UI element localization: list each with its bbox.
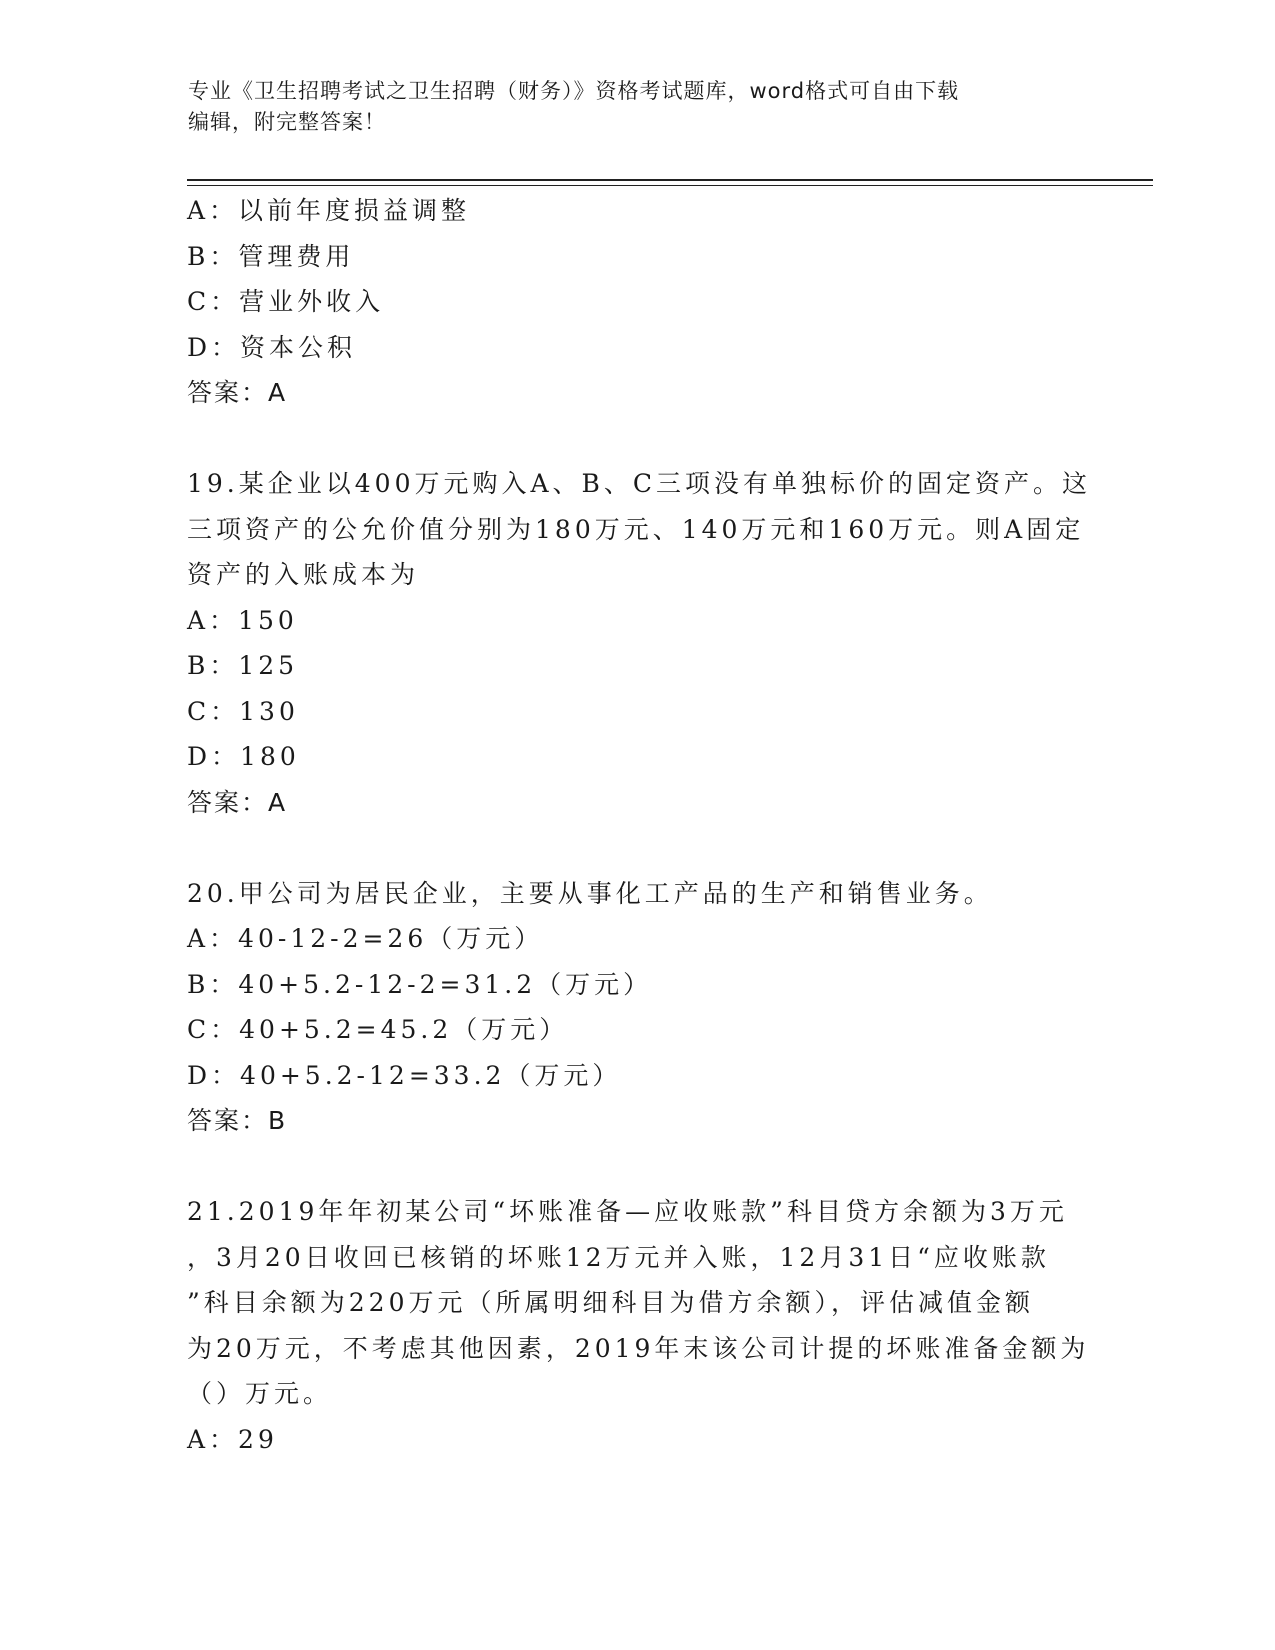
option-b: B：125	[187, 651, 299, 680]
option-a: A：以前年度损益调整	[187, 196, 471, 225]
option-d: D：180	[187, 742, 300, 771]
spacer	[187, 416, 1087, 462]
question-stem-line: 21.2019年年初某公司“坏账准备—应收账款”科目贷方余额为3万元	[187, 1197, 1068, 1226]
question-stem-line: 三项资产的公允价值分别为180万元、140万元和160万元。则A固定	[187, 514, 1085, 544]
header-line-1: 专业《卫生招聘考试之卫生招聘（财务）》资格考试题库，word格式可自由下载	[188, 79, 960, 103]
option-a: A：29	[187, 1424, 278, 1454]
question-stem-line: 20.甲公司为居民企业，主要从事化工产品的生产和销售业务。	[187, 878, 993, 908]
question-21	[187, 1189, 1090, 1462]
header-line-2: 编辑，附完整答案！	[188, 110, 386, 134]
header-divider-thin	[187, 185, 1153, 186]
option-d: D：资本公积	[187, 332, 357, 362]
option-c: C：40+5.2=45.2（万元）	[187, 1015, 569, 1044]
header-divider-thick	[187, 179, 1153, 181]
spacer	[187, 825, 1087, 871]
question-stem-line: （）万元。	[187, 1379, 333, 1408]
option-c: C：营业外收入	[187, 287, 385, 316]
option-c: C：130	[187, 696, 299, 726]
option-b: B：40+5.2-12-2=31.2（万元）	[187, 969, 653, 999]
question-stem-line: ，3月20日收回已核销的坏账12万元并入账，12月31日“应收账款	[187, 1242, 1050, 1272]
question-stem-line: ”科目余额为220万元（所属明细科目为借方余额），评估减值金额	[187, 1288, 1035, 1317]
spacer	[187, 1144, 1087, 1190]
document-header	[188, 76, 1088, 138]
option-b: B：管理费用	[187, 241, 355, 271]
question-stem-line: 资产的入账成本为	[187, 560, 420, 589]
option-d: D：40+5.2-12=33.2（万元）	[187, 1060, 622, 1090]
question-content	[187, 188, 1092, 1462]
question-stem-line: 19.某企业以400万元购入A、B、C三项没有单独标价的固定资产。这	[187, 469, 1092, 498]
option-a: A：150	[187, 605, 298, 635]
answer-line: 答案：B	[187, 1106, 288, 1135]
question-19	[187, 461, 1092, 825]
answer-line: 答案：A	[187, 787, 288, 817]
option-a: A：40-12-2=26（万元）	[187, 924, 544, 953]
answer-line: 答案：A	[187, 378, 288, 407]
question-stem-line: 为20万元，不考虑其他因素，2019年末该公司计提的坏账准备金额为	[187, 1333, 1090, 1363]
question-20	[187, 871, 1087, 1144]
question-18	[187, 188, 1087, 416]
